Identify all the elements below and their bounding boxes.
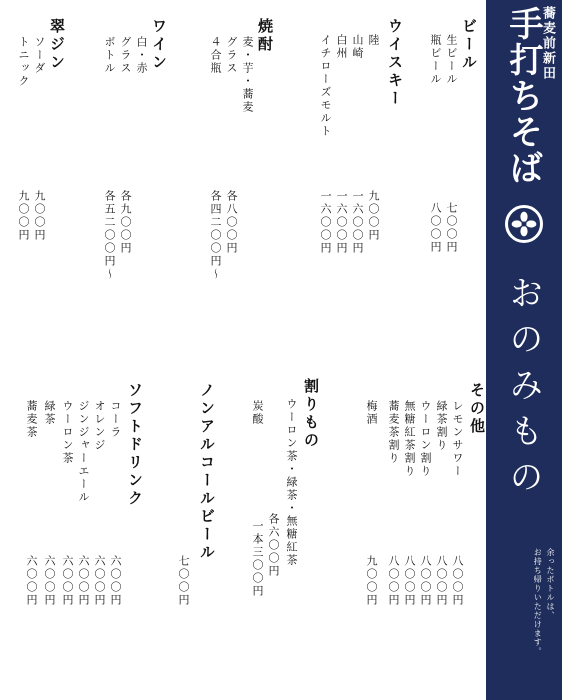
softdrink-item-price: 六〇〇円: [77, 555, 90, 607]
sonota-item-name: 無糖紅茶割り: [403, 400, 416, 478]
sonota-item-price: 八〇〇円: [419, 555, 432, 607]
family-crest-icon: [505, 205, 543, 243]
softdrink-item-price: 六〇〇円: [93, 555, 106, 607]
whisky-item-name: 白州: [335, 34, 348, 60]
shochu-item-price: 各四二〇〇円〜: [209, 190, 222, 281]
sonota-item-name: レモンサワー: [451, 400, 464, 478]
whisky-item-price: 一六〇〇円: [335, 190, 348, 255]
beer-heading: ビール: [460, 18, 478, 72]
shochu-item-name: ４合瓶: [209, 36, 222, 75]
softdrink-item-price: 六〇〇円: [109, 555, 122, 607]
shochu-item-price: 各八〇〇円: [225, 190, 238, 255]
whisky-item-price: 九〇〇円: [367, 190, 380, 242]
wine-item-name: ボトル: [103, 36, 116, 75]
gin-heading: 翠ジン: [48, 18, 66, 72]
beer-item-name: 瓶ビール: [429, 34, 442, 86]
page-title: おのみもの: [503, 275, 543, 505]
warimono-item-name: 炭酸: [251, 400, 264, 426]
whisky-item-name: イチローズモルト: [319, 34, 332, 138]
sonota-heading: その他: [468, 382, 486, 436]
softdrink-item-name: 蕎麦茶: [25, 400, 38, 439]
wine-item-name: グラス: [119, 36, 132, 75]
gin-item-name: トニック: [17, 36, 30, 88]
sonota-item-price: 八〇〇円: [387, 555, 400, 607]
sidebar-banner: [486, 0, 562, 700]
shochu-heading: 焼酎: [256, 18, 274, 54]
sonota-item-price: 九〇〇円: [365, 555, 378, 607]
softdrink-item-name: コーラ: [109, 400, 122, 439]
gin-item-price: 九〇〇円: [17, 190, 30, 242]
shop-area: 蕎麦前新田: [540, 6, 555, 81]
wine-item-price: 各九〇〇円: [119, 190, 132, 255]
whisky-item-price: 一六〇〇円: [319, 190, 332, 255]
beer-item-name: 生ビール: [445, 34, 458, 86]
shochu-item-name: 麦・芋・蕎麦: [241, 36, 254, 114]
softdrink-item-price: 六〇〇円: [61, 555, 74, 607]
sonota-item-name: ウーロン割り: [419, 400, 432, 478]
whisky-item-price: 一六〇〇円: [351, 190, 364, 255]
sonota-item-name: 梅酒: [365, 400, 378, 426]
warimono-item-price: 一本三〇〇円: [251, 520, 264, 598]
sonota-item-price: 八〇〇円: [435, 555, 448, 607]
softdrink-item-price: 六〇〇円: [43, 555, 56, 607]
warimono-item-name: ウーロン茶・緑茶・無糖紅茶: [285, 398, 298, 567]
whisky-item-name: 山崎: [351, 34, 364, 60]
sonota-item-price: 八〇〇円: [403, 555, 416, 607]
sonota-item-price: 八〇〇円: [451, 555, 464, 607]
softdrink-item-name: ジンジャーエール: [77, 400, 90, 504]
wine-item-price: 各五二〇〇円〜: [103, 190, 116, 281]
softdrink-item-price: 六〇〇円: [25, 555, 38, 607]
wine-item-name: 白・赤: [135, 36, 148, 75]
whisky-heading: ウイスキー: [386, 18, 404, 108]
nonalcohol-price: 七〇〇円: [177, 555, 190, 607]
gin-item-name: ソーダ: [33, 36, 46, 75]
softdrink-item-name: オレンジ: [93, 400, 106, 452]
softdrink-item-name: ウーロン茶: [61, 400, 74, 465]
shop-name: 手打ちそば: [503, 6, 543, 186]
gin-item-price: 九〇〇円: [33, 190, 46, 242]
nonalcohol-heading: ノンアルコールビール: [198, 382, 216, 562]
bottle-note: 余ったボトルは、 お持ち帰りいただけます。: [533, 548, 555, 656]
shochu-item-name: グラス: [225, 36, 238, 75]
beer-item-price: 八〇〇円: [429, 202, 442, 254]
sonota-item-name: 緑茶割り: [435, 400, 448, 452]
softdrink-heading: ソフトドリンク: [126, 382, 144, 508]
wine-heading: ワイン: [150, 18, 168, 72]
sonota-item-name: 蕎麦茶割り: [387, 400, 400, 465]
beer-item-price: 七〇〇円: [445, 202, 458, 254]
whisky-item-name: 陸: [367, 34, 380, 47]
warimono-item-price: 各六〇〇円: [267, 513, 280, 578]
warimono-heading: 割りもの: [302, 378, 320, 450]
softdrink-item-name: 緑茶: [43, 400, 56, 426]
